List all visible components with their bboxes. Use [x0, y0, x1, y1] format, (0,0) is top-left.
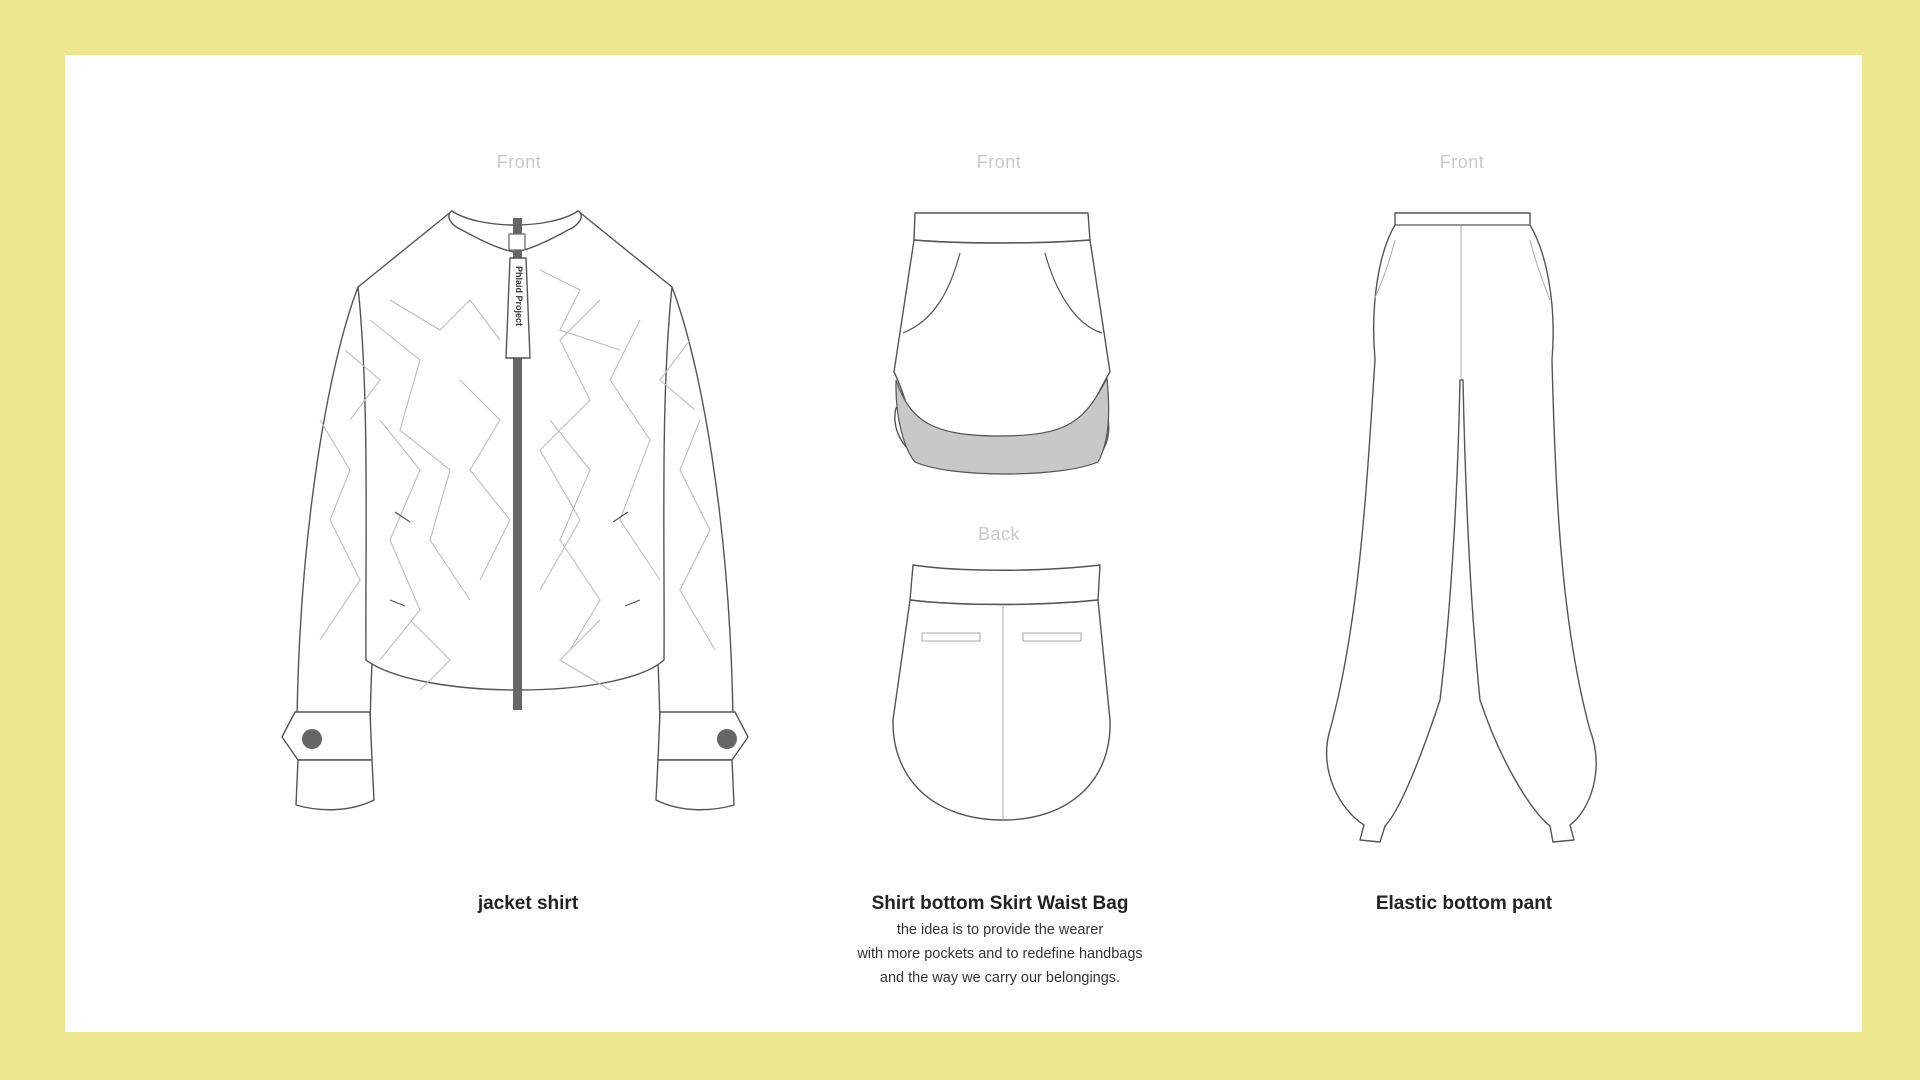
skirt-front-label: Front [976, 152, 1022, 172]
skirt-bag-title: Shirt bottom Skirt Waist Bag [871, 893, 1129, 914]
description-line: with more pockets and to redefine handbags [857, 946, 1143, 962]
skirt-back-label: Back [977, 524, 1021, 544]
skirt-bag-description [750, 918, 1250, 990]
pant-title: Elastic bottom pant [1375, 893, 1553, 914]
pant-front-label: Front [1439, 152, 1485, 172]
jacket-title: jacket shirt [477, 893, 579, 914]
zipper-tag-text: Phlaid Project [514, 265, 524, 327]
description-line: the idea is to provide the wearer [896, 922, 1104, 938]
jacket-front-label: Front [496, 152, 542, 172]
description-line: and the way we carry our belongings. [879, 970, 1121, 986]
